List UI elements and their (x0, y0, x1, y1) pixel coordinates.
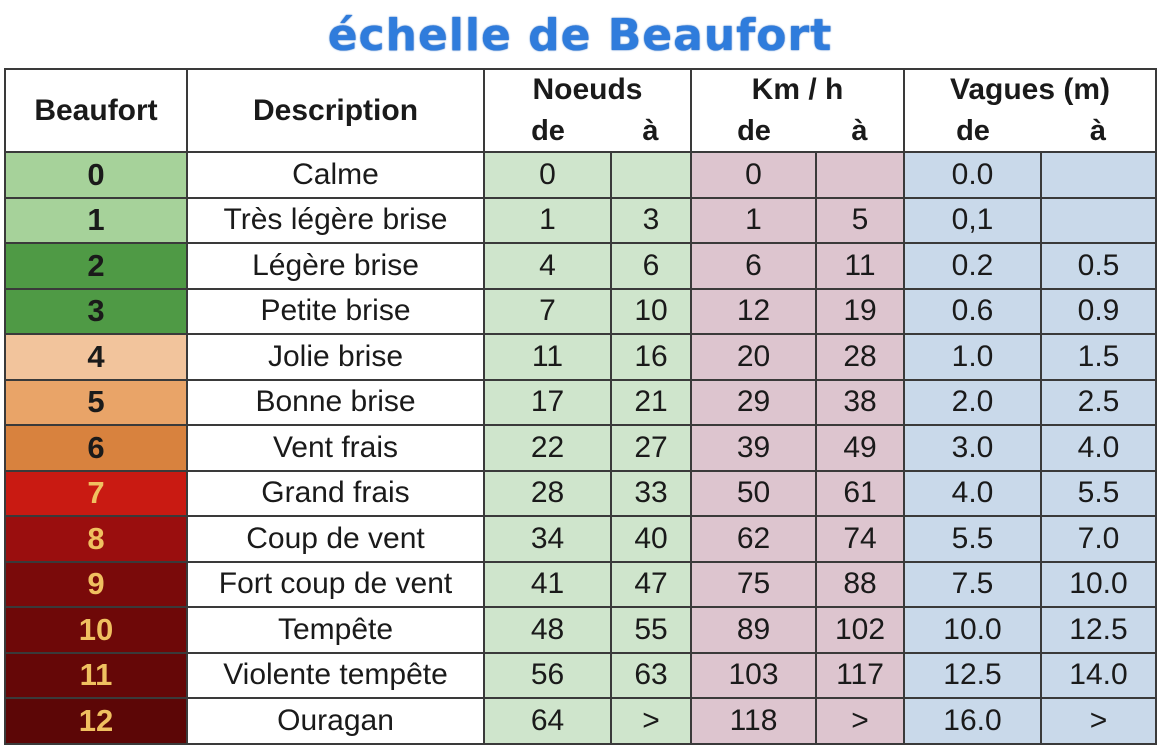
kmh-de-cell: 118 (691, 698, 816, 744)
vagues-de-cell: 16.0 (904, 698, 1041, 744)
vagues-de-cell: 0,1 (904, 198, 1041, 244)
description-cell: Coup de vent (187, 516, 484, 562)
header-vagues: Vagues (m) (904, 69, 1156, 110)
noeuds-de-cell: 0 (484, 152, 611, 198)
beaufort-number-cell: 10 (5, 607, 187, 653)
vagues-a-cell: 4.0 (1041, 425, 1156, 471)
vagues-de-cell: 7.5 (904, 562, 1041, 608)
vagues-de-cell: 5.5 (904, 516, 1041, 562)
description-cell: Jolie brise (187, 334, 484, 380)
kmh-a-cell: 28 (816, 334, 904, 380)
noeuds-de-cell: 7 (484, 289, 611, 335)
beaufort-number-cell: 8 (5, 516, 187, 562)
noeuds-de-cell: 28 (484, 471, 611, 517)
table-row (5, 653, 1156, 699)
table-body (5, 152, 1156, 744)
beaufort-number-cell: 3 (5, 289, 187, 335)
header-beaufort: Beaufort (5, 69, 187, 152)
description-cell: Bonne brise (187, 380, 484, 426)
noeuds-a-cell: 6 (611, 243, 691, 289)
beaufort-table (4, 68, 1157, 745)
kmh-de-cell: 89 (691, 607, 816, 653)
vagues-a-cell: 5.5 (1041, 471, 1156, 517)
kmh-a-cell: 38 (816, 380, 904, 426)
kmh-de-cell: 103 (691, 653, 816, 699)
beaufort-number-cell: 2 (5, 243, 187, 289)
kmh-de-cell: 12 (691, 289, 816, 335)
table-row (5, 152, 1156, 198)
table-row (5, 425, 1156, 471)
header-vagues-de: de (904, 110, 1041, 152)
noeuds-a-cell: 16 (611, 334, 691, 380)
kmh-a-cell: 61 (816, 471, 904, 517)
description-cell: Petite brise (187, 289, 484, 335)
description-cell: Tempête (187, 607, 484, 653)
noeuds-a-cell: 47 (611, 562, 691, 608)
table-row (5, 198, 1156, 244)
vagues-a-cell: 0.5 (1041, 243, 1156, 289)
description-cell: Légère brise (187, 243, 484, 289)
vagues-a-cell: 10.0 (1041, 562, 1156, 608)
header-description: Description (187, 69, 484, 152)
table-row (5, 289, 1156, 335)
noeuds-de-cell: 22 (484, 425, 611, 471)
header-noeuds-de: de (484, 110, 611, 152)
beaufort-number-cell: 7 (5, 471, 187, 517)
page-title: échelle de Beaufort (327, 10, 833, 61)
beaufort-number-cell: 5 (5, 380, 187, 426)
noeuds-a-cell: 10 (611, 289, 691, 335)
table-row (5, 516, 1156, 562)
noeuds-a-cell: > (611, 698, 691, 744)
kmh-a-cell: 19 (816, 289, 904, 335)
description-cell: Vent frais (187, 425, 484, 471)
beaufort-number-cell: 9 (5, 562, 187, 608)
vagues-de-cell: 0.6 (904, 289, 1041, 335)
noeuds-a-cell: 33 (611, 471, 691, 517)
kmh-a-cell: 5 (816, 198, 904, 244)
kmh-a-cell: 49 (816, 425, 904, 471)
header-vagues-a: à (1041, 110, 1156, 152)
vagues-a-cell: 7.0 (1041, 516, 1156, 562)
vagues-a-cell: 2.5 (1041, 380, 1156, 426)
vagues-de-cell: 2.0 (904, 380, 1041, 426)
kmh-de-cell: 75 (691, 562, 816, 608)
vagues-de-cell: 12.5 (904, 653, 1041, 699)
noeuds-a-cell: 27 (611, 425, 691, 471)
table-row (5, 380, 1156, 426)
kmh-a-cell: 11 (816, 243, 904, 289)
kmh-a-cell: 74 (816, 516, 904, 562)
vagues-de-cell: 10.0 (904, 607, 1041, 653)
table-row (5, 698, 1156, 744)
beaufort-number-cell: 4 (5, 334, 187, 380)
kmh-de-cell: 50 (691, 471, 816, 517)
noeuds-de-cell: 48 (484, 607, 611, 653)
vagues-a-cell: 0.9 (1041, 289, 1156, 335)
description-cell: Grand frais (187, 471, 484, 517)
description-cell: Fort coup de vent (187, 562, 484, 608)
noeuds-a-cell: 55 (611, 607, 691, 653)
vagues-de-cell: 4.0 (904, 471, 1041, 517)
kmh-a-cell (816, 152, 904, 198)
beaufort-number-cell: 0 (5, 152, 187, 198)
noeuds-de-cell: 11 (484, 334, 611, 380)
vagues-de-cell: 1.0 (904, 334, 1041, 380)
noeuds-a-cell: 63 (611, 653, 691, 699)
vagues-de-cell: 0.2 (904, 243, 1041, 289)
header-kmh-de: de (691, 110, 816, 152)
header-noeuds: Noeuds (484, 69, 691, 110)
vagues-a-cell: > (1041, 698, 1156, 744)
noeuds-de-cell: 56 (484, 653, 611, 699)
description-cell: Violente tempête (187, 653, 484, 699)
table-row (5, 562, 1156, 608)
description-cell: Très légère brise (187, 198, 484, 244)
table-row (5, 607, 1156, 653)
header-kmh-a: à (816, 110, 904, 152)
kmh-de-cell: 0 (691, 152, 816, 198)
noeuds-de-cell: 4 (484, 243, 611, 289)
beaufort-number-cell: 6 (5, 425, 187, 471)
noeuds-de-cell: 41 (484, 562, 611, 608)
table-row (5, 334, 1156, 380)
noeuds-a-cell: 3 (611, 198, 691, 244)
vagues-de-cell: 3.0 (904, 425, 1041, 471)
description-cell: Ouragan (187, 698, 484, 744)
vagues-de-cell: 0.0 (904, 152, 1041, 198)
noeuds-a-cell: 40 (611, 516, 691, 562)
vagues-a-cell (1041, 198, 1156, 244)
noeuds-de-cell: 17 (484, 380, 611, 426)
description-cell: Calme (187, 152, 484, 198)
vagues-a-cell (1041, 152, 1156, 198)
table-row (5, 471, 1156, 517)
kmh-a-cell: 102 (816, 607, 904, 653)
noeuds-a-cell: 21 (611, 380, 691, 426)
beaufort-number-cell: 1 (5, 198, 187, 244)
table-row (5, 243, 1156, 289)
kmh-a-cell: 117 (816, 653, 904, 699)
kmh-a-cell: > (816, 698, 904, 744)
noeuds-de-cell: 1 (484, 198, 611, 244)
vagues-a-cell: 12.5 (1041, 607, 1156, 653)
kmh-de-cell: 62 (691, 516, 816, 562)
kmh-de-cell: 20 (691, 334, 816, 380)
noeuds-de-cell: 34 (484, 516, 611, 562)
beaufort-number-cell: 11 (5, 653, 187, 699)
kmh-a-cell: 88 (816, 562, 904, 608)
header-kmh: Km / h (691, 69, 904, 110)
beaufort-number-cell: 12 (5, 698, 187, 744)
vagues-a-cell: 14.0 (1041, 653, 1156, 699)
kmh-de-cell: 29 (691, 380, 816, 426)
vagues-a-cell: 1.5 (1041, 334, 1156, 380)
header-noeuds-a: à (611, 110, 691, 152)
noeuds-a-cell (611, 152, 691, 198)
kmh-de-cell: 39 (691, 425, 816, 471)
kmh-de-cell: 6 (691, 243, 816, 289)
noeuds-de-cell: 64 (484, 698, 611, 744)
kmh-de-cell: 1 (691, 198, 816, 244)
